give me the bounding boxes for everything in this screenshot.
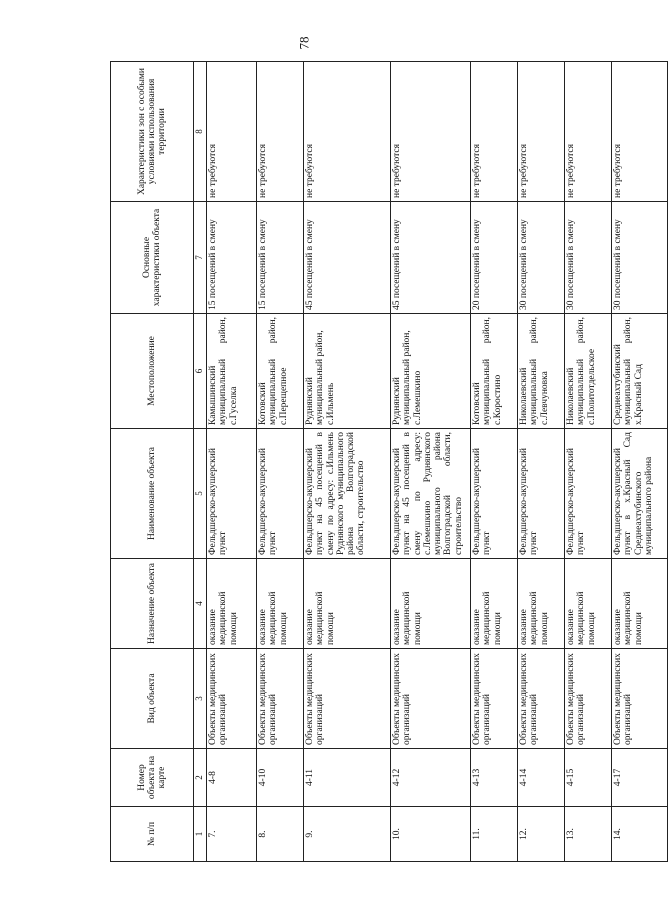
table-row bbox=[304, 62, 391, 862]
object-purpose: оказание медицинской помощи bbox=[471, 559, 518, 649]
object-purpose: оказание медицинской помощи bbox=[391, 559, 471, 649]
map-code: 4-8 bbox=[207, 749, 257, 807]
object-characteristics: 30 посещений в смену bbox=[518, 202, 565, 314]
row-number: 8. bbox=[257, 807, 304, 862]
object-type: Объекты медицинских организаций bbox=[304, 649, 391, 749]
object-characteristics: 15 посещений в смену bbox=[207, 202, 257, 314]
object-type: Объекты медицинских организаций bbox=[612, 649, 668, 749]
column-number: 6 bbox=[194, 314, 207, 429]
column-number: 8 bbox=[194, 62, 207, 202]
object-name: Фельдшерско-акушерский пункт на 45 посещений в смену по адресу: с.Лемешкино Руднянского муниципального района Волгоградской области, строительство bbox=[391, 429, 471, 559]
object-type: Объекты медицинских организаций bbox=[207, 649, 257, 749]
row-number: 14. bbox=[612, 807, 668, 862]
table-row bbox=[257, 62, 304, 862]
map-code: 4-17 bbox=[612, 749, 668, 807]
map-code: 4-13 bbox=[471, 749, 518, 807]
table-container bbox=[110, 62, 654, 862]
object-location: Котовский муниципальный район, с.Перещепное bbox=[257, 314, 304, 429]
map-code: 4-15 bbox=[565, 749, 612, 807]
map-code: 4-14 bbox=[518, 749, 565, 807]
object-name: Фельдшерско-акушерский пункт bbox=[471, 429, 518, 559]
object-location: Руднянский муниципальный район, с.Ильмень bbox=[304, 314, 391, 429]
object-purpose: оказание медицинской помощи bbox=[612, 559, 668, 649]
rotated-table-frame bbox=[110, 62, 654, 862]
row-number: 11. bbox=[471, 807, 518, 862]
object-characteristics: 30 посещений в смену bbox=[565, 202, 612, 314]
page-number bbox=[294, 28, 314, 58]
column-number: 2 bbox=[194, 749, 207, 807]
object-location: Камышинский муниципальный район, с.Гуселка bbox=[207, 314, 257, 429]
header-row bbox=[111, 62, 194, 862]
object-type: Объекты медицинских организаций bbox=[257, 649, 304, 749]
header-cell: Основные характеристики объекта bbox=[111, 202, 194, 314]
object-location: Николаевский муниципальный район, с.Политотдельское bbox=[565, 314, 612, 429]
object-name: Фельдшерско-акушерский пункт bbox=[565, 429, 612, 559]
object-type: Объекты медицинских организаций bbox=[518, 649, 565, 749]
object-location: Среднеахтубинский муниципальный район, х.Красный Сад bbox=[612, 314, 668, 429]
header-cell: Вид объекта bbox=[111, 649, 194, 749]
object-name: Фельдшерско-акушерский пункт bbox=[257, 429, 304, 559]
object-purpose: оказание медицинской помощи bbox=[565, 559, 612, 649]
table-row bbox=[391, 62, 471, 862]
object-characteristics: 45 посещений в смену bbox=[304, 202, 391, 314]
zone-characteristics: не требуются bbox=[471, 62, 518, 202]
object-type: Объекты медицинских организаций bbox=[391, 649, 471, 749]
zone-characteristics: не требуются bbox=[612, 62, 668, 202]
object-type: Объекты медицинских организаций bbox=[565, 649, 612, 749]
column-number: 4 bbox=[194, 559, 207, 649]
table-row bbox=[612, 62, 668, 862]
object-purpose: оказание медицинской помощи bbox=[518, 559, 565, 649]
object-purpose: оказание медицинской помощи bbox=[257, 559, 304, 649]
table-row bbox=[471, 62, 518, 862]
column-number: 5 bbox=[194, 429, 207, 559]
header-cell: Местоположение bbox=[111, 314, 194, 429]
column-number: 7 bbox=[194, 202, 207, 314]
column-number-row bbox=[194, 62, 207, 862]
zone-characteristics: не требуются bbox=[304, 62, 391, 202]
object-name: Фельдшерско-акушерский пункт в х.Красный Сад Среднеахтубинского муниципального района bbox=[612, 429, 668, 559]
object-location: Николаевский муниципальный район, с.Левчуновка bbox=[518, 314, 565, 429]
object-characteristics: 30 посещений в смену bbox=[612, 202, 668, 314]
object-purpose: оказание медицинской помощи bbox=[304, 559, 391, 649]
row-number: 9. bbox=[304, 807, 391, 862]
row-number: 12. bbox=[518, 807, 565, 862]
zone-characteristics: не требуются bbox=[257, 62, 304, 202]
row-number: 13. bbox=[565, 807, 612, 862]
column-number: 3 bbox=[194, 649, 207, 749]
object-characteristics: 15 посещений в смену bbox=[257, 202, 304, 314]
map-code: 4-10 bbox=[257, 749, 304, 807]
header-cell: Характеристики зон с особыми условиями использования территории bbox=[111, 62, 194, 202]
object-purpose: оказание медицинской помощи bbox=[207, 559, 257, 649]
table-row bbox=[565, 62, 612, 862]
object-location: Котовский муниципальный район, с.Коростино bbox=[471, 314, 518, 429]
table-row bbox=[207, 62, 257, 862]
row-number: 7. bbox=[207, 807, 257, 862]
table-row bbox=[518, 62, 565, 862]
page-number-text: 78 bbox=[296, 36, 311, 50]
map-code: 4-12 bbox=[391, 749, 471, 807]
header-cell: Назначение объекта bbox=[111, 559, 194, 649]
object-name: Фельдшерско-акушерский пункт bbox=[207, 429, 257, 559]
column-number: 1 bbox=[194, 807, 207, 862]
zone-characteristics: не требуются bbox=[207, 62, 257, 202]
zone-characteristics: не требуются bbox=[518, 62, 565, 202]
row-number: 10. bbox=[391, 807, 471, 862]
zone-characteristics: не требуются bbox=[565, 62, 612, 202]
zone-characteristics: не требуются bbox=[391, 62, 471, 202]
objects-table bbox=[110, 61, 668, 862]
map-code: 4-11 bbox=[304, 749, 391, 807]
object-location: Руднянский муниципальный район, с.Лемешкино bbox=[391, 314, 471, 429]
header-cell: Номер объекта на карте bbox=[111, 749, 194, 807]
object-name: Фельдшерско-акушерский пункт bbox=[518, 429, 565, 559]
header-cell: № п/п bbox=[111, 807, 194, 862]
object-type: Объекты медицинских организаций bbox=[471, 649, 518, 749]
header-cell: Наименование объекта bbox=[111, 429, 194, 559]
object-characteristics: 20 посещений в смену bbox=[471, 202, 518, 314]
object-characteristics: 45 посещений в смену bbox=[391, 202, 471, 314]
object-name: Фельдшерско-акушерский пункт на 45 посещений в смену по адресу: с.Ильмень Руднянского муниципального района Волгоградской области, строительство bbox=[304, 429, 391, 559]
